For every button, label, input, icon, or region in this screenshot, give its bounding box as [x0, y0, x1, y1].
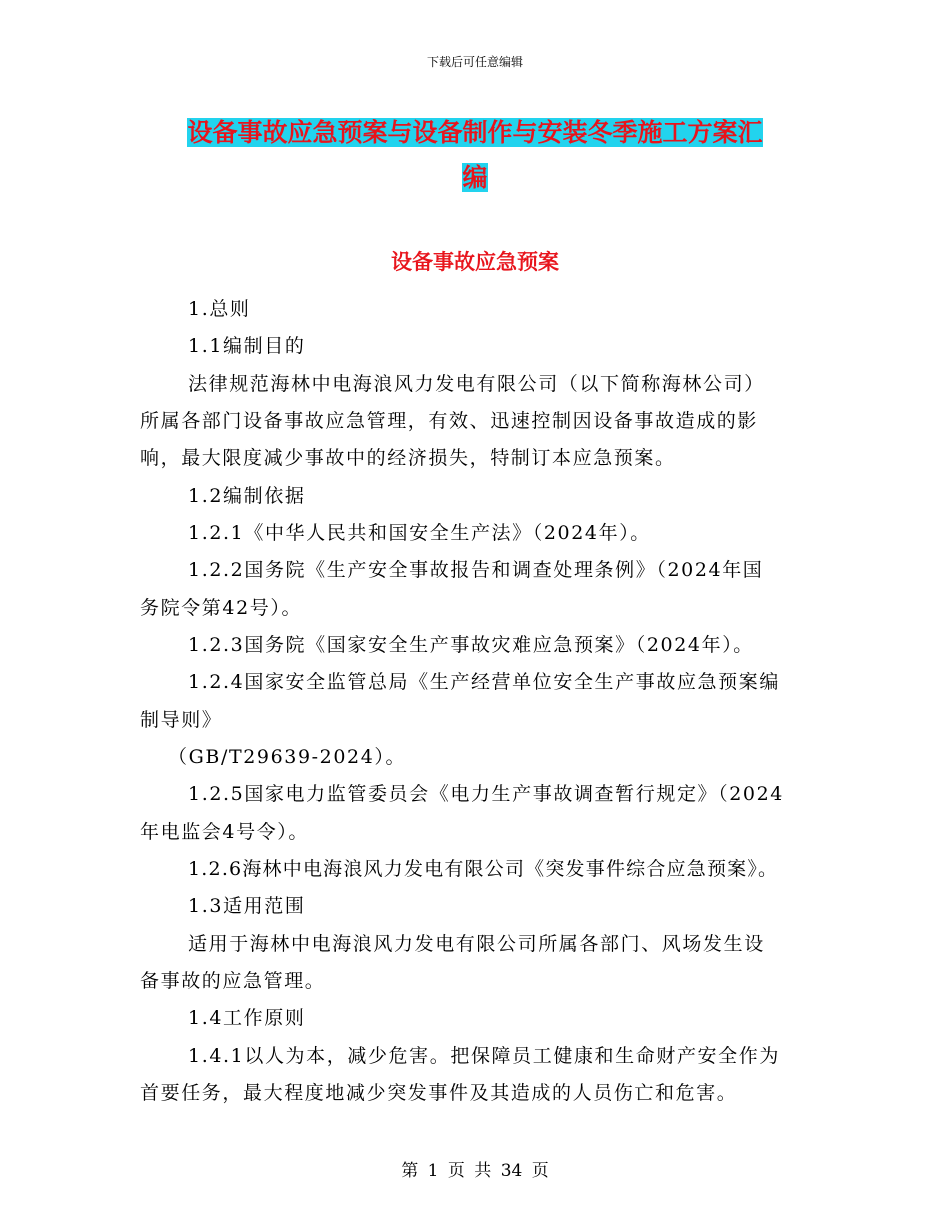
paragraph-line: 1.2.3国务院《国家安全生产事故灾难应急预案》（2024年）。: [188, 634, 754, 656]
paragraph-line: 1.4.1以人为本，减少危害。把保障员工健康和生命财产安全作为: [188, 1045, 780, 1067]
paragraph-line: 1.2.6海林中电海浪风力发电有限公司《突发事件综合应急预案》。: [188, 858, 779, 880]
paragraph-line: 1.总则: [188, 298, 251, 320]
paragraph-line: 制导则》: [140, 709, 223, 731]
paragraph-line: 务院令第42号）。: [140, 597, 303, 619]
paragraph-line: 1.3适用范围: [188, 895, 306, 917]
header-note: 下载后可任意编辑: [426, 55, 523, 69]
title-line-2: 编: [462, 163, 488, 192]
paragraph-line: 适用于海林中电海浪风力发电有限公司所属各部门、风场发生设: [188, 933, 765, 955]
paragraph-line: 备事故的应急管理。: [140, 970, 326, 992]
document-title: [140, 110, 810, 200]
paragraph-line: 1.2.2国务院《生产安全事故报告和调查处理条例》（2024年国: [188, 559, 764, 581]
paragraph-line: 1.2.1《中华人民共和国安全生产法》（2024年）。: [188, 522, 651, 544]
section-title: 设备事故应急预案: [391, 249, 559, 274]
paragraph-line: 1.1编制目的: [188, 335, 306, 357]
paragraph-line: 1.2.4国家安全监管总局《生产经营单位安全生产事故应急预案编: [188, 671, 780, 693]
paragraph-line: 1.2编制依据: [188, 485, 306, 507]
paragraph-line: （GB/T29639-2024）。: [168, 746, 407, 768]
paragraph-line: 年电监会4号令）。: [140, 821, 309, 843]
paragraph-line: 1.2.5国家电力监管委员会《电力生产事故调查暂行规定》（2024: [188, 783, 784, 805]
paragraph-line: 1.4工作原则: [188, 1007, 306, 1029]
paragraph-line: 首要任务，最大程度地减少突发事件及其造成的人员伤亡和危害。: [140, 1082, 738, 1104]
page-number: 第 1 页 共 34 页: [401, 1161, 549, 1181]
paragraph-line: 所属各部门设备事故应急管理，有效、迅速控制因设备事故造成的影: [140, 410, 759, 432]
paragraph-line: 法律规范海林中电海浪风力发电有限公司（以下简称海林公司）: [188, 373, 765, 395]
paragraph-line: 响，最大限度减少事故中的经济损失，特制订本应急预案。: [140, 447, 676, 469]
title-line-1: 设备事故应急预案与设备制作与安装冬季施工方案汇: [187, 118, 763, 147]
